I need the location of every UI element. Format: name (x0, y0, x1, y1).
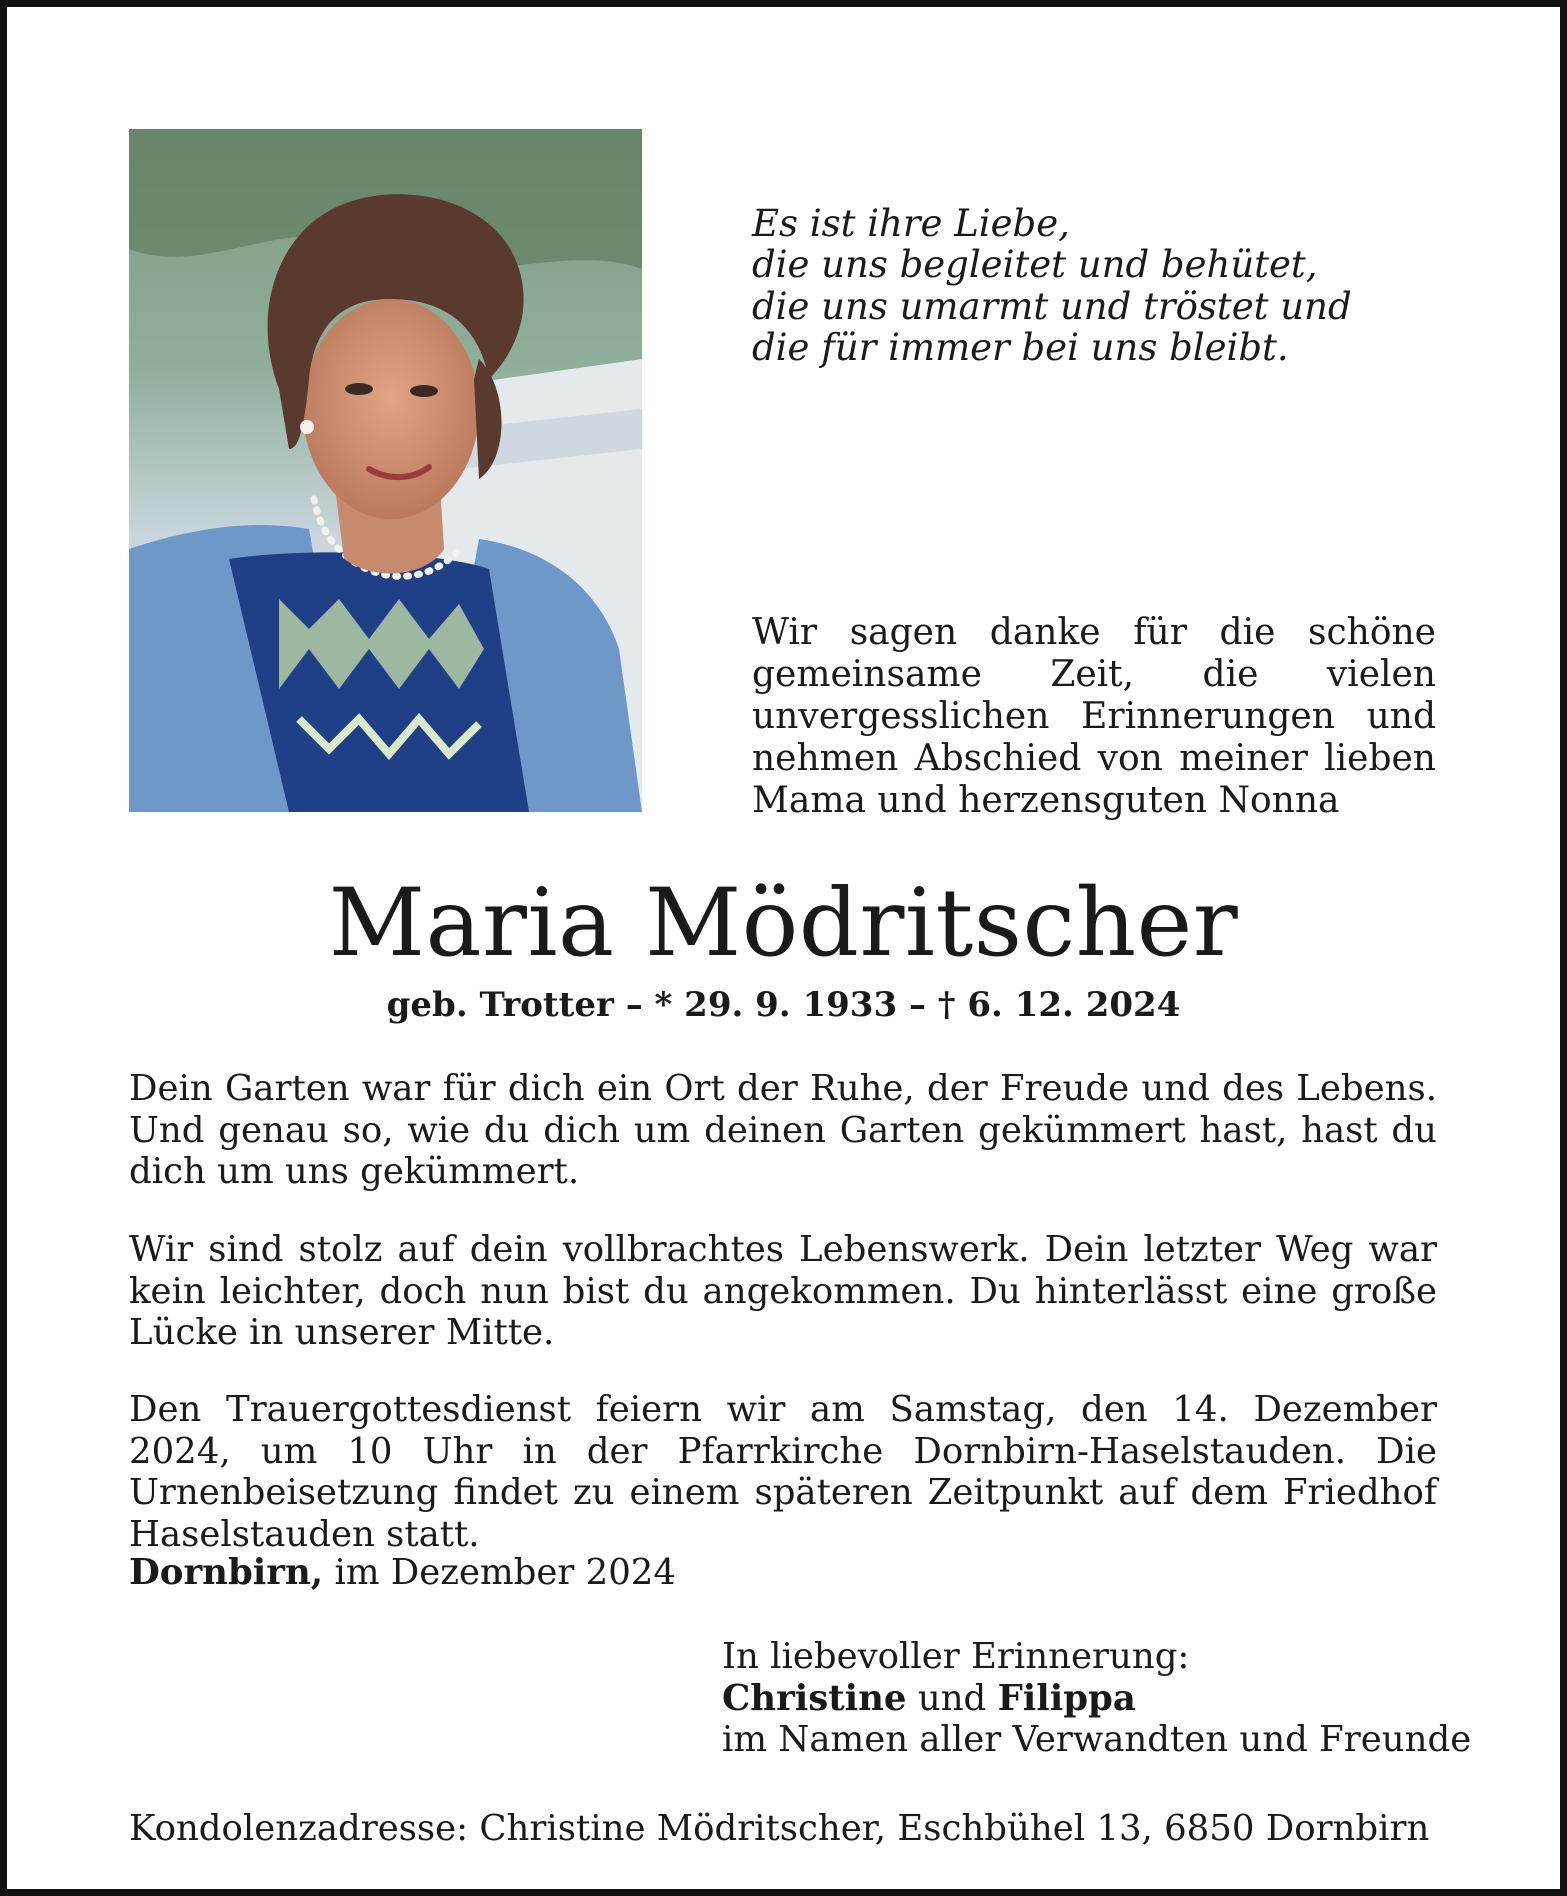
place-name: Dornbirn, (129, 1552, 324, 1593)
portrait-photo (129, 129, 642, 812)
signer-conjunction: und (917, 1677, 987, 1719)
signature-intro: In liebevoller Erinnerung: (722, 1636, 1190, 1677)
memorial-poem (752, 203, 1472, 369)
signature-note: im Namen aller Verwandten und Freunde (722, 1719, 1472, 1761)
poem-line: die für immer bei uns bleibt. (752, 326, 1289, 370)
poem-line: die uns umarmt und tröstet und (752, 284, 1352, 328)
condolence-address: Kondolenzadresse: Christine Mödritscher, Eschbühel 13, 6850 Dornbirn (129, 1808, 1430, 1849)
place-date (129, 1552, 676, 1593)
date-text: im Dezember 2024 (334, 1552, 676, 1593)
poem-line: Es ist ihre Liebe, (752, 202, 1070, 245)
deceased-name: Maria Mödritscher (328, 869, 1239, 978)
portrait-photo-icon (129, 129, 642, 812)
birth-death-dates: geb. Trotter – * 29. 9. 1933 – † 6. 12. 2024 (386, 985, 1181, 1025)
signature-block (722, 1636, 1471, 1761)
signer-name: Filippa (997, 1677, 1136, 1719)
poem-line: die uns begleitet und behütet, (752, 243, 1318, 287)
thanks-text: Wir sagen danke für die schöne gemeinsame Zeit, die vielen unvergesslichen Erinnerungen und nehmen Abschied von meiner lieben Mama und herzensguten Nonna (752, 612, 1436, 822)
signer-name: Christine (722, 1677, 907, 1719)
body-paragraph-garden: Dein Garten war für dich ein Ort der Ruhe, der Freude und des Lebens. Und genau so, wie du dich um deinen Garten gekümmert hast, hast du dich um uns gekümmert. (129, 1068, 1437, 1193)
body-paragraph-lifework: Wir sind stolz auf dein vollbrachtes Lebenswerk. Dein letzter Weg war kein leichter, doch nun bist du angekommen. Du hinterlässt eine große Lücke in unserer Mitte. (129, 1229, 1437, 1354)
signature-names (722, 1678, 1471, 1720)
body-paragraph-service: Den Trauergottesdienst feiern wir am Samstag, den 14. Dezember 2024, um 10 Uhr in der Pfarrkirche Dornbirn-Haselstauden. Die Urnenbeisetzung findet zu einem späteren Zeitpunkt auf dem Friedhof Haselstauden statt. (129, 1389, 1437, 1555)
